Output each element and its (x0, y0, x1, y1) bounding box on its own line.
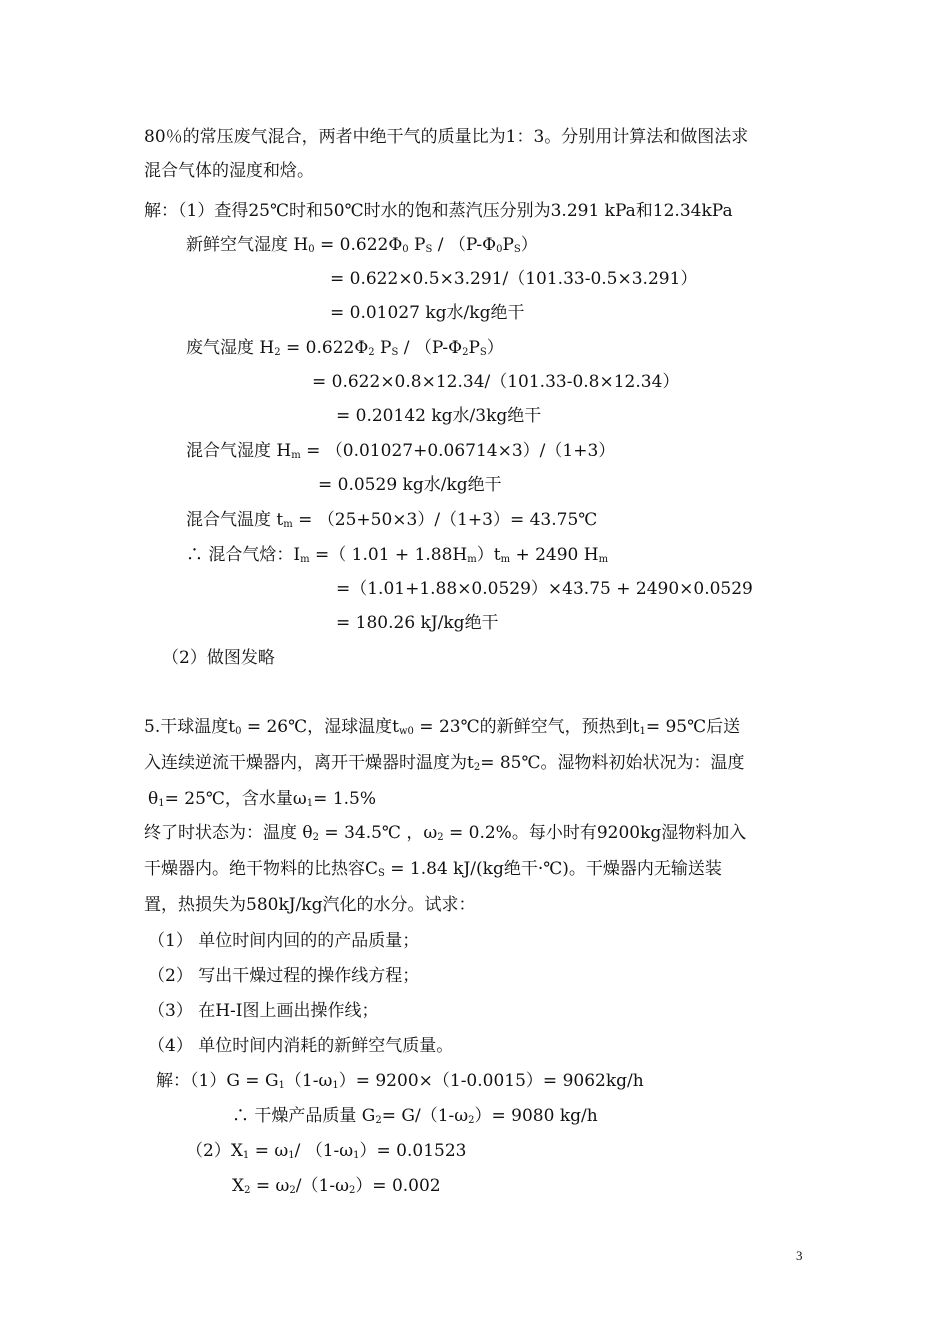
equation-line: = 0.01027 kg水/kg绝干 (330, 303, 525, 323)
equation-line: = 180.26 kJ/kg绝干 (336, 613, 499, 633)
text-line: 混合气体的湿度和焓。 (144, 161, 314, 181)
equation-line: = 0.622×0.8×12.34/（101.33-0.8×12.34） (312, 372, 680, 392)
equation-line: =（1.01+1.88×0.0529）×43.75 + 2490×0.0529 (336, 579, 753, 599)
list-item: （2） 写出干燥过程的操作线方程； (148, 966, 420, 986)
page-number: 3 (796, 1248, 803, 1263)
text-line: （2）做图发略 (162, 648, 275, 668)
equation-line: 混合气温度 $t_m = (25+50\times 3)/(1+3)=$ 43.75℃ (186, 510, 598, 530)
solution-heading: 解：（1）查得25℃时和50℃时水的饱和蒸汽压分别为3.291 kPa和12.34kPa (144, 201, 733, 221)
equation-line: 废气湿度 $H_2 = 0.622\Phi_2$ $P_S / (P-\Phi_2P_S)$ (186, 338, 504, 358)
list-item: （4） 单位时间内消耗的新鲜空气质量。 (148, 1036, 454, 1056)
equation-line: 新鲜空气湿度 $H_0 = 0.622\Phi_0$ $P_S / (P-\Phi_0P_S)$ (186, 235, 538, 255)
problem-line: 入连续逆流干燥器内，离开干燥器时温度为$t_2=$ 85℃。湿物料初始状况为：温度 (144, 753, 745, 773)
problem-line: 终了时状态为：温度 $\theta_2$ = 34.5℃ ，$\omega_2 = 0.2\%$。每小时有9200kg湿物料加入 (144, 823, 747, 843)
equation-line: ∴ 干燥产品质量 $G_2= G/(1-\omega_2)= 9080$ kg/h (232, 1106, 598, 1126)
list-item: （3） 在H-I图上画出操作线； (148, 1001, 379, 1021)
equation-line: = 0.20142 kg水/3kg绝干 (336, 406, 542, 426)
equation-line: 解：$(1)G = G_1(1-\omega_1)= 9200\times(1-0.0015)= 9062kg/h$ (156, 1071, 644, 1091)
problem-line: 置，热损失为580kJ/kg汽化的水分。试求： (144, 895, 476, 915)
problem-line: $\theta_1=$ 25℃，含水量$\omega_1= 1.5\%$ (148, 789, 377, 809)
equation-line: 混合气湿度 $H_m = (0.01027+0.06714\times 3)/(1+3)$ (186, 441, 616, 461)
equation-line: ∴ 混合气焓：$I_m$ =（ $1.01 + 1.88H_m)t_m + 2490$ $H_m$ (186, 545, 609, 565)
problem-line: 5.干球温度$t_0$ = 26℃，湿球温度$t_{w0}$ = 23℃的新鲜空气，预热到$t_1=$ 95℃后送 (144, 717, 741, 737)
equation-line: = 0.0529 kg水/kg绝干 (318, 475, 502, 495)
equation-line: $(2)X_1 = \omega_1/$ $(1-\omega_1)= 0.01523$ (186, 1141, 467, 1161)
text-line: 80％的常压废气混合，两者中绝干气的质量比为1：3。分别用计算法和做图法求 (144, 127, 749, 147)
problem-line: 干燥器内。绝干物料的比热容$C_S = 1.84$ kJ/(kg绝干·℃)。干燥器内无输送装 (144, 859, 722, 879)
equation-line: = 0.622×0.5×3.291/（101.33-0.5×3.291） (330, 269, 698, 289)
list-item: （1） 单位时间内回的的产品质量； (148, 931, 420, 951)
equation-line: $X_2 = \omega_2/(1-\omega_2)= 0.002$ (232, 1176, 441, 1196)
